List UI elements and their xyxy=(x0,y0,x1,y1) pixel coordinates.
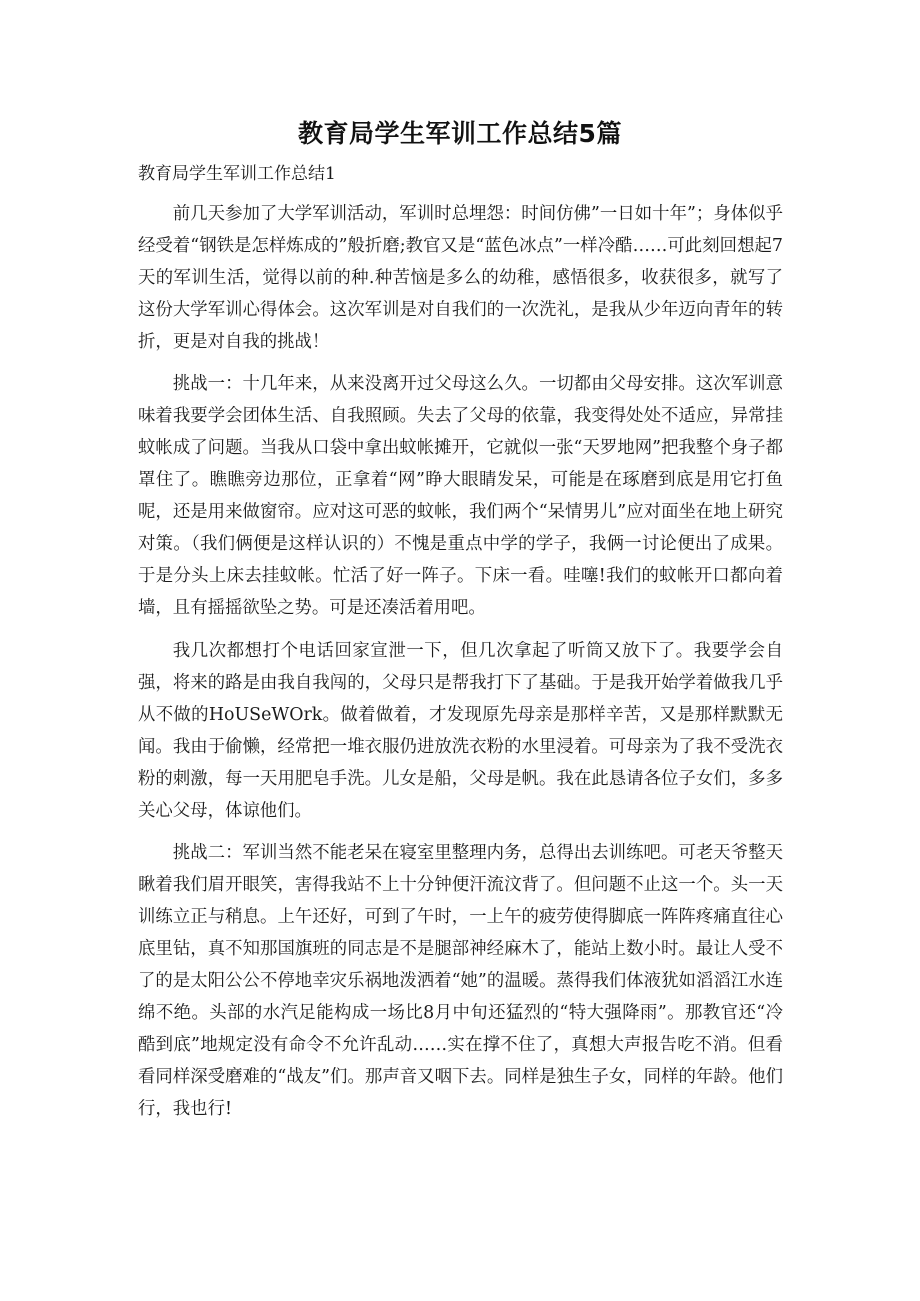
document-title: 教育局学生军训工作总结5篇 xyxy=(298,119,622,148)
paragraph-intro: 前几天参加了大学军训活动，军训时总埋怨：时间仿佛”一日如十年”；身体似乎经受着“钢铁是怎样炼成的”般折磨;教官又是“蓝色冰点”一样冷酷……可此刻回想起7天的军训生活，觉得以前的种.种苦恼是多么的幼稚，感悟很多，收获很多，就写了这份大学军训心得体会。这次军训是对自我们的一次洗礼，是我从少年迈向青年的转折，更是对自我的挑战！ xyxy=(138,204,783,352)
section-heading: 教育局学生军训工作总结1 xyxy=(138,164,336,184)
document-body xyxy=(138,198,783,1136)
paragraph-challenge-one: 挑战一：十几年来，从来没离开过父母这么久。一切都由父母安排。这次军训意味着我要学会团体生活、自我照顾。失去了父母的依靠，我变得处处不适应，异常挂蚊帐成了问题。当我从口袋中拿出蚊帐摊开，它就似一张“天罗地网”把我整个身子都罩住了。瞧瞧旁边那位，正拿着“网”睁大眼睛发呆，可能是在琢磨到底是用它打鱼呢，还是用来做窗帘。应对这可恶的蚊帐，我们两个“呆情男儿”应对面坐在地上研究对策。（我们俩便是这样认识的）不愧是重点中学的学子，我俩一讨论便出了成果。于是分头上床去挂蚊帐。忙活了好一阵子。下床一看。哇噻!我们的蚊帐开口都向着墙，且有摇摇欲坠之势。可是还凑活着用吧。 xyxy=(138,374,783,619)
paragraph-challenge-two: 挑战二：军训当然不能老呆在寝室里整理内务，总得出去训练吧。可老天爷整天瞅着我们眉开眼笑，害得我站不上十分钟便汗流汶背了。但问题不止这一个。头一天训练立正与稍息。上午还好，可到了午时，一上午的疲劳使得脚底一阵阵疼痛直往心底里钻，真不知那国旗班的同志是不是腿部神经麻木了，能站上数小时。最让人受不了的是太阳公公不停地幸灾乐祸地泼洒着“她”的温暖。蒸得我们体液犹如滔滔江水连绵不绝。头部的水汽足能构成一场比8月中旬还猛烈的“特大强降雨”。那教官还“冷酷到底”地规定没有命令不允许乱动……实在撑不住了，真想大声报告吃不消。但看看同样深受磨难的“战友”们。那声音又咽下去。同样是独生子女，同样的年龄。他们行，我也行! xyxy=(138,843,783,1120)
paragraph-phone-home: 我几次都想打个电话回家宣泄一下，但几次拿起了听筒又放下了。我要学会自强，将来的路是由我自我闯的，父母只是帮我打下了基础。于是我开始学着做我几乎从不做的HoUSeWOrk。做着做着，才发现原先母亲是那样辛苦，又是那样默默无闻。我由于偷懒，经常把一堆衣服仍进放洗衣粉的水里浸着。可母亲为了我不受洗衣粉的刺激，每一天用肥皂手洗。儿女是船，父母是帆。我在此恳请各位子女们，多多关心父母，体谅他们。 xyxy=(138,640,783,821)
